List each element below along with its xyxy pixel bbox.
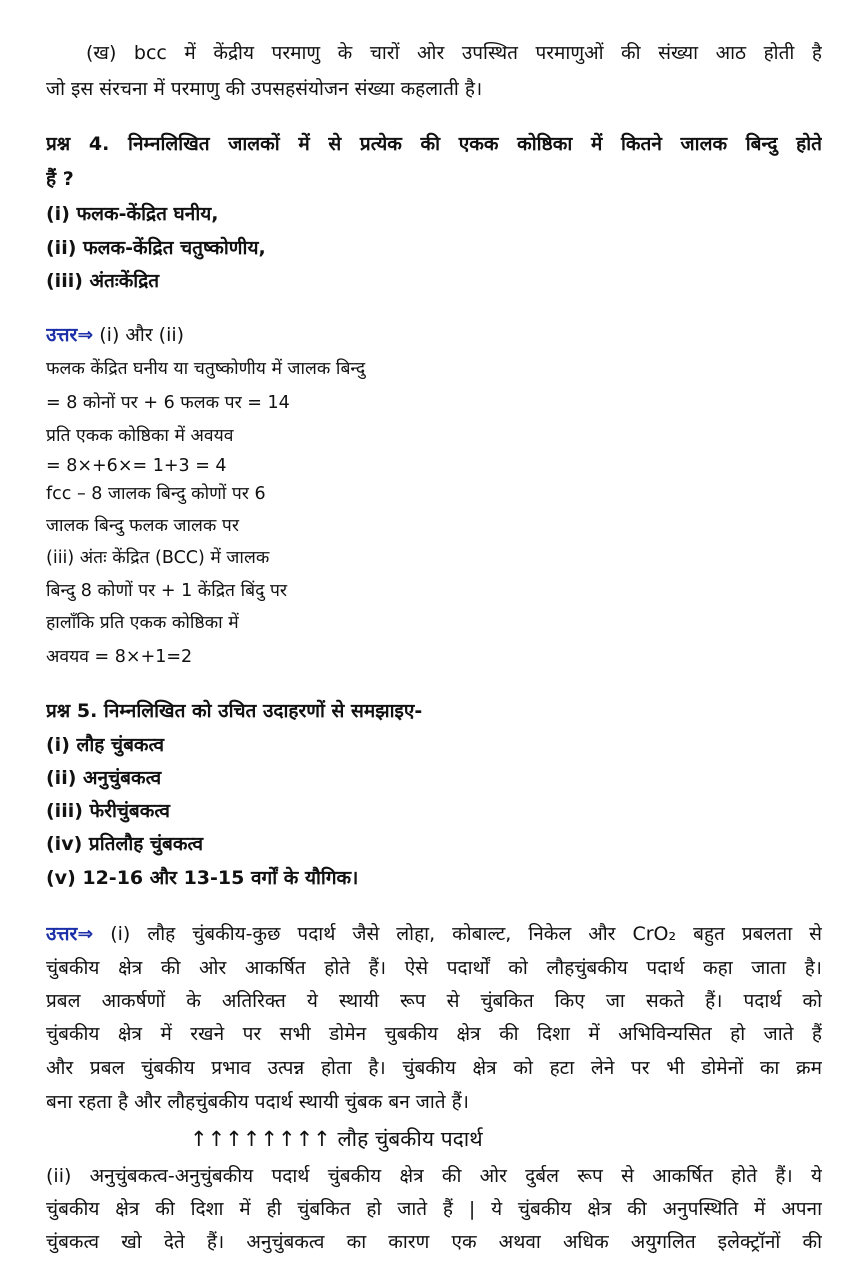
- paragraph-line: बना रहता है और लौहचुंबकीय पदार्थ स्थायी चुंबक बन जाते हैं।: [46, 1091, 469, 1113]
- paragraph-line: (ii) अनुचुंबकत्व-अनुचुंबकीय पदार्थ चुंबकीय क्षेत्र की ओर दुर्बल रूप से आकर्षित होते हैं। ये: [46, 1165, 822, 1187]
- figure-caption: ↑↑↑↑↑↑↑↑ लौह चुंबकीय पदार्थ: [190, 1127, 483, 1151]
- question-5-option: (iv) प्रतिलौह चुंबकत्व: [46, 833, 204, 855]
- question-5-option: (i) लौह चुंबकत्व: [46, 734, 165, 756]
- answer-label: उत्तर: [46, 324, 78, 346]
- paragraph-line: और प्रबल चुंबकीय प्रभाव उत्पन्न होता है। चुंबकीय क्षेत्र को हटा लेने पर भी डोमेनों का क्रम: [46, 1057, 822, 1079]
- answer-line: [46, 921, 822, 947]
- arrow-right-icon: ⇒: [77, 923, 94, 945]
- question-4-option: (iii) अंतःकेंद्रित: [46, 270, 160, 292]
- paragraph-line: चुंबकीय क्षेत्र की दिशा में ही चुंबकित हो जाते हैं | ये चुंबकीय क्षेत्र की अनुपस्थिति में अपना: [46, 1198, 822, 1220]
- answer-line: फलक केंद्रित घनीय या चतुष्कोणीय में जालक बिन्दु: [46, 359, 366, 379]
- answer-line: fcc – 8 जालक बिन्दु कोणों पर 6: [46, 484, 266, 504]
- paragraph-line: जो इस संरचना में परमाणु की उपसहसंयोजन संख्या कहलाती है।: [46, 78, 483, 100]
- question-5-option: (ii) अनुचुंबकत्व: [46, 767, 162, 789]
- answer-line: बिन्दु 8 कोणों पर + 1 केंद्रित बिंदु पर: [46, 581, 288, 601]
- question-4-heading: प्रश्न 4. निम्नलिखित जालकों में से प्रत्येक की एकक कोष्ठिका में कितने जालक बिन्दु होते: [46, 133, 822, 155]
- answer-line: = 8 कोनों पर + 6 फलक पर = 14: [46, 393, 290, 413]
- paragraph-line: चुंबकीय क्षेत्र में रखने पर सभी डोमेन चुबकीय क्षेत्र की दिशा में अभिविन्यसित हो जाते हैं: [46, 1023, 822, 1045]
- question-4-heading-cont: हैं ?: [46, 168, 74, 190]
- arrow-right-icon: ⇒: [77, 324, 94, 346]
- answer-text: (i) और (ii): [93, 324, 185, 346]
- paragraph-line: चुंबकत्व खो देते हैं। अनुचुंबकत्व का कारण एक अथवा अधिक अयुगलित इलेक्ट्रॉनों की: [46, 1231, 822, 1253]
- question-5-option: (v) 12-16 और 13-15 वर्गों के यौगिक।: [46, 867, 359, 889]
- answer-line: हालाँकि प्रति एकक कोष्ठिका में: [46, 613, 239, 633]
- question-5-option: (iii) फेरीचुंबकत्व: [46, 800, 170, 822]
- paragraph-line: चुंबकीय क्षेत्र की ओर आकर्षित होते हैं। ऐसे पदार्थों को लौहचुंबकीय पदार्थ कहा जाता है।: [46, 957, 822, 979]
- question-4-option: (ii) फलक-केंद्रित चतुष्कोणीय,: [46, 237, 266, 259]
- answer-line: जालक बिन्दु फलक जालक पर: [46, 516, 240, 536]
- paragraph-line: (ख) bcc में केंद्रीय परमाणु के चारों ओर उपस्थित परमाणुओं की संख्या आठ होती है: [86, 42, 822, 64]
- answer-line: प्रति एकक कोष्ठिका में अवयव: [46, 426, 234, 446]
- answer-label: उत्तर: [46, 923, 78, 945]
- answer-line: = 8×+6×= 1+3 = 4: [46, 456, 227, 476]
- question-5-heading: प्रश्न 5. निम्नलिखित को उचित उदाहरणों से समझाइए-: [46, 700, 423, 722]
- paragraph-line: प्रबल आकर्षणों के अतिरिक्त ये स्थायी रूप से चुंबकित किए जा सकते हैं। पदार्थ को: [46, 990, 822, 1012]
- answer-line: अवयव = 8×+1=2: [46, 647, 193, 667]
- question-4-option: (i) फलक-केंद्रित घनीय,: [46, 203, 219, 225]
- answer-text: (i) लौह चुंबकीय-कुछ पदार्थ जैसे लोहा, कोबाल्ट, निकेल और CrO₂ बहुत प्रबलता से: [93, 923, 822, 945]
- answer-line: [46, 322, 822, 348]
- answer-line: (iii) अंतः केंद्रित (BCC) में जालक: [46, 548, 270, 568]
